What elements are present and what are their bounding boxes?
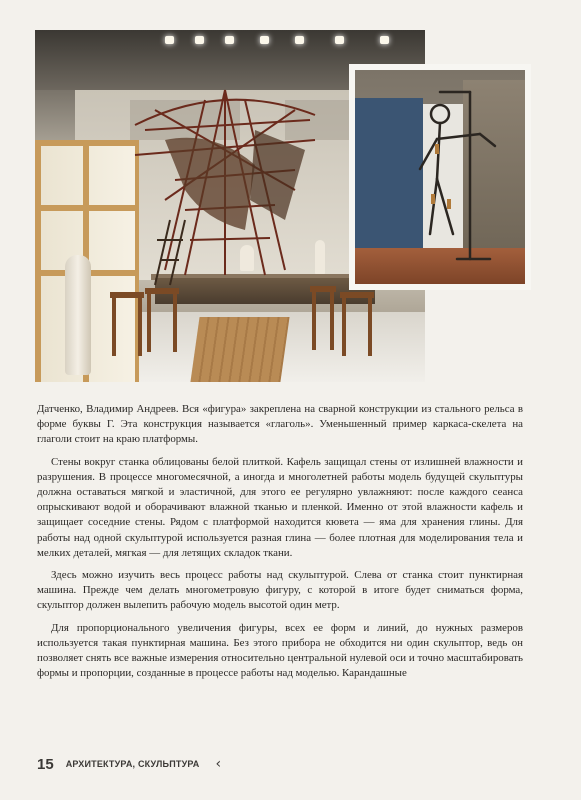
chevron-left-icon[interactable]: ‹ — [215, 756, 222, 772]
section-title: АРХИТЕКТУРА, СКУЛЬПТУРА — [65, 759, 200, 769]
page-number: 15 — [37, 755, 54, 773]
paragraph: Здесь можно изучить весь процесс работы над скульптурой. Слева от станка стоит пунктирная машина. Прежде чем делать многометровую фигуру, с которой в итоге будет сниматься форма, скульптор должен вылепить рабочую модель высотой один метр. — [37, 569, 523, 612]
paragraph: Стены вокруг станка облицованы белой плиткой. Кафель защищал стены от излишней влажности и разрушения. В процессе многомесячной, а иногда и многолетней работы модель будущей скульптуры должна оставаться мягкой и эластичной, для этого ее регулярно увлажняют: после каждого сеанса опрыскивают водой и оборачивают влажной тканью и пленкой. Именно от этой влажности кафель и защищает соседние стены. Рядом с платформой находится кювета — яма для хранения глины. Для работы над одной скульптурой используется разная глина — более плотная для моделирования тела и мелких деталей, мягкая — для летящих складок ткани. — [37, 455, 523, 559]
statue-figure — [65, 255, 91, 375]
armature-frame — [125, 70, 325, 290]
armature-skeleton — [395, 84, 505, 274]
paragraph: Датченко, Владимир Андреев. Вся «фигура» закреплена на сварной конструкции из стального рельса в форме буквы Г. Эта конструкция называется «глаголь». Уменьшенный пример каркаса-скелета на глаголи стоит на краю платформы. — [37, 403, 523, 446]
page-footer — [37, 754, 221, 774]
paragraph: Для пропорционального увеличения фигуры, всех ее форм и линий, до нужных размеров используется такая пунктирная машина. Без этого прибора не обходится ни один скульптор, ведь он позволяет снять все важные измерения относительно центральной нулевой оси и точно масштабировать формы и пропорции, созданные в процессе работы над моделью. Карандашные — [37, 621, 523, 680]
body-text — [37, 402, 523, 688]
armature-photo — [349, 64, 531, 290]
